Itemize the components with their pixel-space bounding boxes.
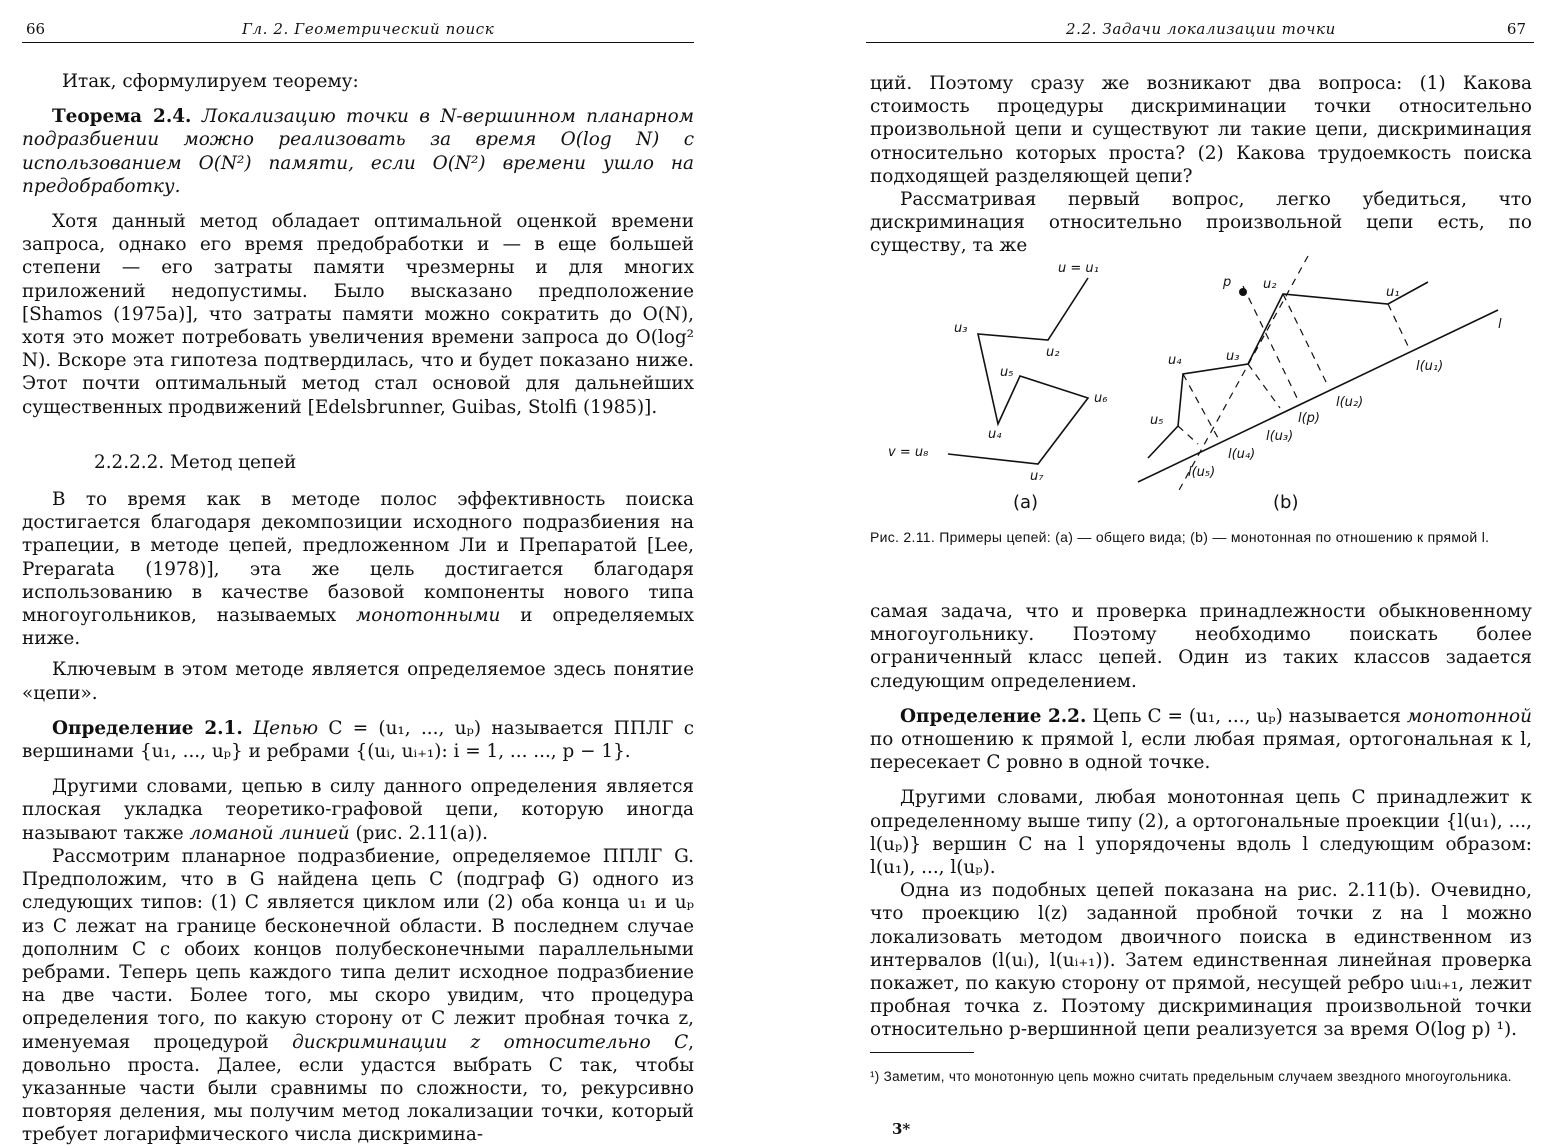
paragraph-planar-subdivision: Рассмотрим планарное подразбиение, определяемое ППЛГ G. Предположим, что в G найдена цепь C (подграф G) одного из следующих типов: (1) C является циклом или (2) оба конца u₁ и uₚ из C лежат на границе бесконечной области. В последнем случае дополним C с обоих концов полубесконечными параллельными ребрами. Теперь цепь каждого типа делит исходное подразбиение на две части. Более того, мы скоро увидим, что процедура определения того, по какую сторону от C лежит пробная точка z, именуемая процедурой дискриминации z относительно C, довольно проста. Далее, если удастся выбрать C так, чтобы указанные части были сравнимы по сложности, то, рекурсивно повторяя деления, мы получим метод локализации точки, который требует логарифмического числа дискримина- [22, 845, 694, 1146]
point-p [1239, 288, 1247, 296]
right-page-number: 67 [1506, 20, 1526, 38]
label-l: l [1498, 317, 1502, 332]
proj-u5 [1178, 426, 1198, 444]
label-u6-a: u₆ [1094, 391, 1108, 406]
right-text-column-top [870, 72, 1532, 258]
paragraph-polygon-check: самая задача, что и проверка принадлежности обыкновенному многоугольнику. Поэтому необходимо поискать более ограниченный класс цепей. Один из таких классов задается следующим определением. [870, 601, 1532, 692]
right-page-header [866, 20, 1534, 44]
left-running-title: Гл. 2. Геометрический поиск [242, 20, 495, 38]
chain-a-polyline [948, 278, 1088, 464]
label-u2-b: u₂ [1263, 277, 1277, 292]
definition-2-1: Определение 2.1. Цепью C = (u₁, ..., uₚ) называется ППЛГ с вершинами {u₁, ..., uₚ} и ребрами {(uᵢ, uᵢ₊₁): i = 1, ... ..., p − 1}. [22, 717, 694, 763]
subfigure-a-label: (a) [1013, 492, 1039, 513]
label-l-u3: l(u₃) [1266, 429, 1294, 444]
left-page-number: 66 [26, 20, 46, 38]
label-l-p: l(p) [1298, 411, 1321, 426]
label-u-u1: u = u₁ [1058, 261, 1099, 276]
left-page-header [22, 20, 694, 44]
definition-2-2: Определение 2.2. Цепь C = (u₁, ..., uₚ) называется монотонной по отношению к прямой l, если любая прямая, ортогональная к l, пересекает C ровно в одной точке. [870, 705, 1532, 774]
chain-b-labels [1150, 275, 1502, 480]
right-text-column-bottom [870, 600, 1532, 1042]
definition-2-1-label: Определение 2.1. [52, 717, 243, 739]
label-u3-b: u₃ [1226, 349, 1240, 364]
proj-u3 [1248, 364, 1280, 408]
label-l-u2: l(u₂) [1336, 395, 1364, 410]
intro-line: Итак, сформулируем теорему: [62, 71, 359, 92]
label-p: p [1223, 275, 1232, 290]
label-u4-b: u₄ [1168, 353, 1182, 368]
chain-a-labels [888, 261, 1107, 484]
label-u7-a: u₇ [1030, 469, 1044, 484]
label-l-u4: l(u₄) [1228, 447, 1256, 462]
paragraph-first-question: Рассматривая первый вопрос, легко убедиться, что дискриминация относительно произвольной цепи есть, по существу, та же [870, 189, 1532, 257]
paragraph-memory: Хотя данный метод обладает оптимальной оценкой времени запроса, однако его время предобработки и — в еще большей степени — его затраты памяти чрезмерны и для многих приложений недопустимы. Было высказано предположение [Shamos (1975a)], что затраты памяти можно сократить до O(N), хотя это может потребовать увеличения времени запроса до O(log² N). Вскоре эта гипотеза подтвердилась, что и будет показано ниже. Этот почти оптимальный метод стал основой для дальнейших существенных продвижений [Edelsbrunner, Guibas, Stolfi (1985)]. [22, 211, 694, 418]
label-u1-b: u₁ [1386, 285, 1400, 300]
paragraph-key-concept: Ключевым в этом методе является определяемое здесь понятие «цепи». [22, 659, 694, 704]
section-title: 2.2.2.2. Метод цепей [94, 451, 297, 473]
label-u5-a: u₅ [1000, 365, 1014, 380]
label-u4-a: u₄ [988, 427, 1002, 442]
theorem-label: Теорема 2.4. [52, 106, 192, 128]
paragraph-binary-search: Одна из подобных цепей показана на рис. 2.11(b). Очевидно, что проекцию l(z) заданной пробной точки z на l можно локализовать методом двоичного поиска в единственном из интервалов (l(uᵢ), l(uᵢ₊₁)). Затем единственная линейная проверка покажет, по какую сторону от прямой, несущей ребро uᵢuᵢ₊₁, лежит пробная точка z. Поэтому дискриминация произвольной точки относительно p-вершинной цепи реализуется за время O(log p) ¹). [870, 880, 1532, 1041]
left-header-rule [22, 42, 694, 43]
chain-b [1138, 282, 1498, 482]
label-u5-b: u₅ [1150, 413, 1164, 428]
footnote: ¹) Заметим, что монотонную цепь можно считать предельным случаем звездного многоугольника. [870, 1069, 1512, 1084]
signature-mark: 3* [892, 1120, 911, 1138]
left-page [0, 0, 778, 1146]
right-page [778, 0, 1556, 1138]
theorem-2-4 [22, 105, 694, 198]
chain-a [948, 278, 1088, 464]
paragraph-chain-method: В то время как в методе полос эффективность поиска достигается благодаря декомпозиции исходного подразбиения на трапеции, в методе цепей, предложенном Ли и Препаратой [Lee, Preparata (1978)], эта же цель достигается благодаря использованию в качестве базовой компоненты нового типа многоугольников, называемых монотонными и определяемых ниже. [22, 489, 694, 650]
label-u3-a: u₃ [954, 321, 968, 336]
theorem-text: Локализацию точки в N-вершинном планарном подразбиении можно реализовать за время O(log N) с использованием O(N²) памяти, если O(N²) времени ушло на предобработку. [22, 106, 694, 197]
left-text-column [22, 70, 694, 1147]
right-header-rule [866, 42, 1534, 43]
label-u2-a: u₂ [1046, 345, 1060, 360]
paragraph-polyline: Другими словами, цепью в силу данного определения является плоская укладка теоретико-графовой цепи, которую иногда называют также ломаной линией (рис. 2.11(a)). [22, 776, 694, 844]
figure-caption: Рис. 2.11. Примеры цепей: (a) — общего вида; (b) — монотонная по отношению к прямой l. [870, 529, 1490, 545]
proj-p [1243, 286, 1298, 400]
figure-2-11 [878, 246, 1538, 516]
label-l-u5: l(u₅) [1188, 465, 1216, 480]
label-l-u1: l(u₁) [1416, 359, 1444, 374]
subfigure-b-label: (b) [1273, 492, 1299, 513]
right-running-title: 2.2. Задачи локализации точки [1066, 20, 1336, 38]
line-l [1138, 310, 1498, 482]
proj-u1 [1388, 304, 1408, 346]
paragraph-questions: ций. Поэтому сразу же возникают два вопроса: (1) Какова стоимость процедуры дискриминации точки относительно произвольной цепи и существуют ли такие цепи, дискриминация относительно которых проста? (2) Какова трудоемкость поиска подходящей разделяющей цепи? [870, 73, 1532, 187]
paragraph-monotone-order: Другими словами, любая монотонная цепь C принадлежит к определенному выше типу (2), а ортогональные проекции {l(u₁), ..., l(uₚ)} вершин C на l упорядочены вдоль l следующим образом: l(u₁), ..., l(uₚ). [870, 787, 1532, 879]
proj-u2 [1283, 294, 1328, 386]
projection-lines [1178, 256, 1408, 492]
label-v-u8: v = u₈ [888, 445, 929, 460]
footnote-rule [870, 1052, 974, 1053]
definition-2-2-label: Определение 2.2. [900, 705, 1087, 727]
